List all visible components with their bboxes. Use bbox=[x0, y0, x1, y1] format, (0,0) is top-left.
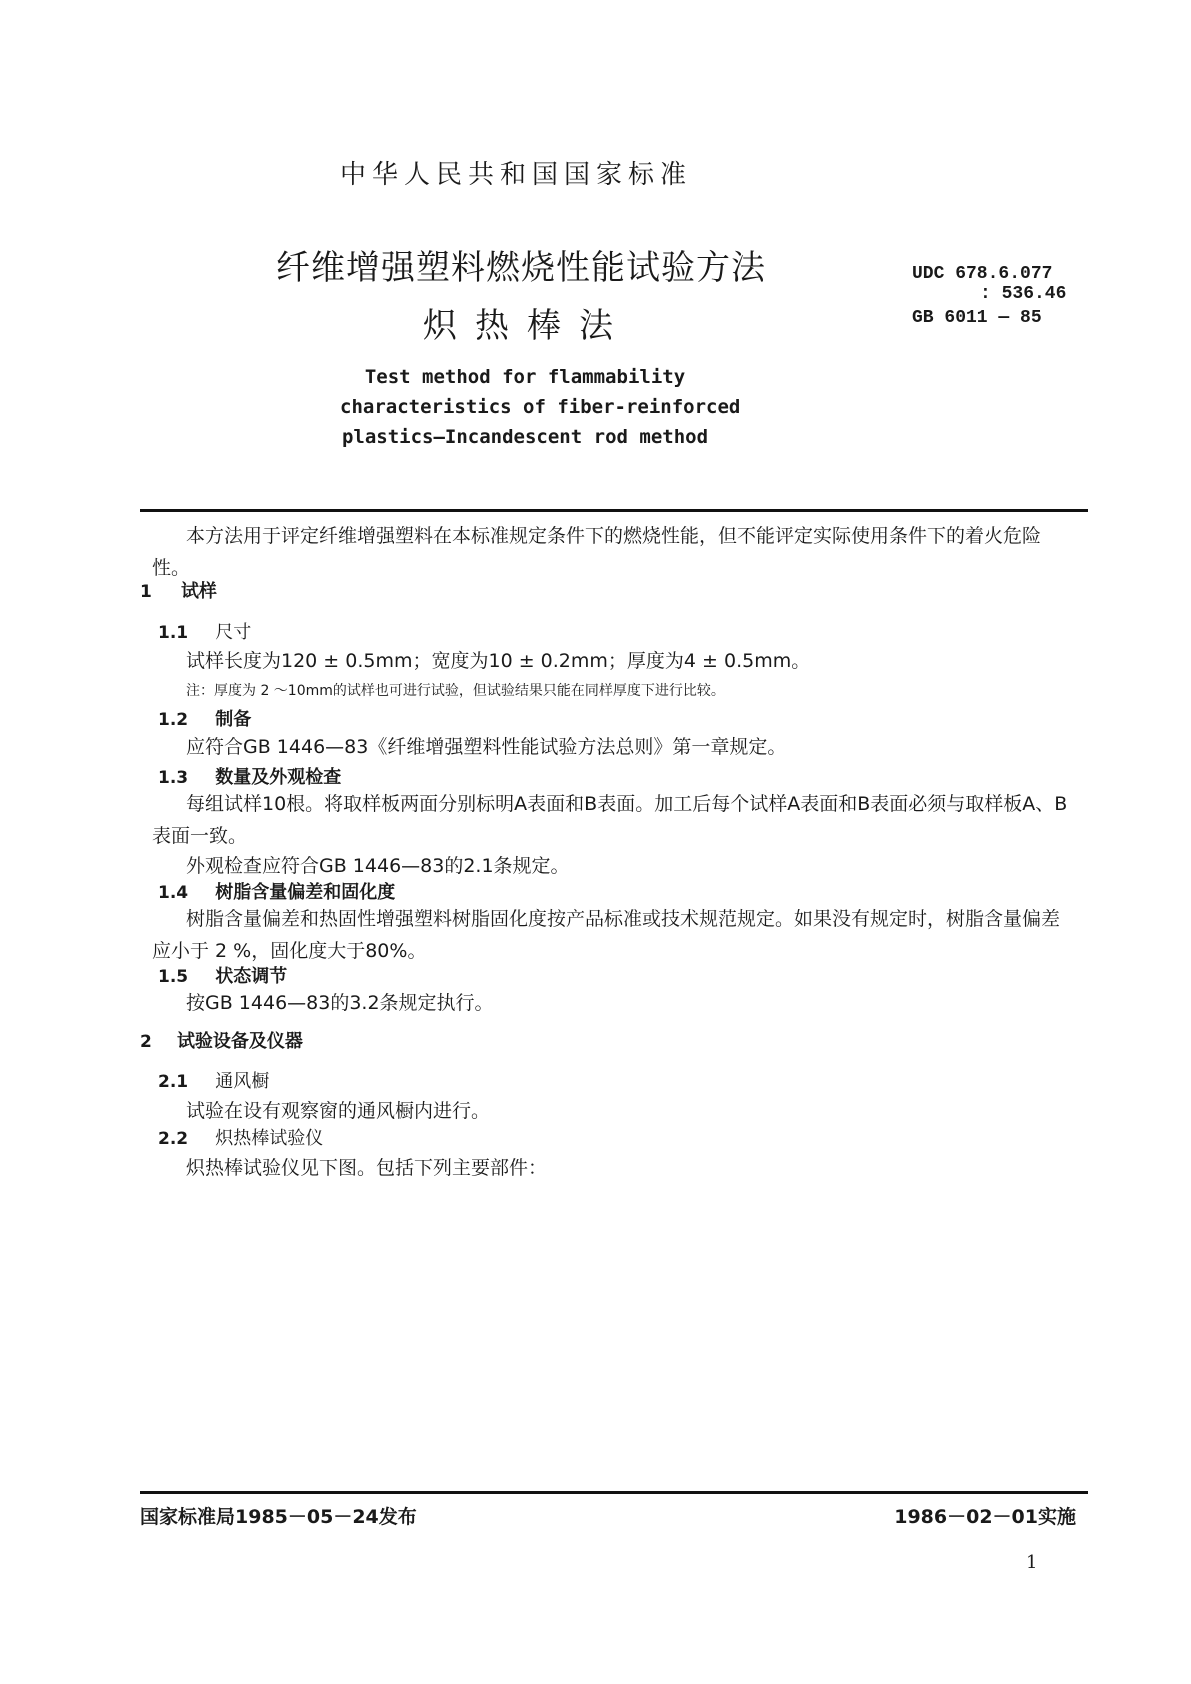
national-standard-heading: 中华人民共和国国家标准 bbox=[340, 160, 693, 190]
resin-content-text: 树脂含量偏差和热固性增强塑料树脂固化度按产品标准或技术规范规定。如果没有规定时，树脂含量偏差应小于 2 %，固化度大于80%。 bbox=[152, 908, 1061, 962]
document-title-en bbox=[340, 362, 741, 452]
intro-paragraph: 本方法用于评定纤维增强塑料在本标准规定条件下的燃烧性能，但不能评定实际使用条件下的着火危险性。 bbox=[152, 525, 1042, 579]
apparatus-text: 炽热棒试验仪见下图。包括下列主要部件： bbox=[186, 1157, 548, 1179]
subsection-number: 1.2 bbox=[158, 710, 189, 730]
subsection-number: 1.1 bbox=[158, 623, 189, 643]
subsection-number: 1.5 bbox=[158, 967, 189, 987]
subsection-title: 树脂含量偏差和固化度 bbox=[215, 882, 396, 903]
subsection-number: 2.2 bbox=[158, 1129, 189, 1149]
title-en-line: Test method for flammability bbox=[364, 366, 686, 388]
page-number: 1 bbox=[1026, 1552, 1038, 1573]
subsection-title: 数量及外观检查 bbox=[215, 767, 342, 788]
subsection-number: 1.3 bbox=[158, 768, 189, 788]
preparation-text: 应符合GB 1446—83《纤维增强塑料性能试验方法总则》第一章规定。 bbox=[186, 736, 787, 758]
subsection-heading bbox=[158, 763, 341, 789]
section-number: 1 bbox=[140, 582, 152, 602]
subsection-heading bbox=[158, 618, 251, 644]
gb-code: GB 6011 — 85 bbox=[912, 308, 1042, 328]
dimension-text: 试样长度为120 ± 0.5mm；宽度为10 ± 0.2mm；厚度为4 ± 0.5mm。 bbox=[186, 650, 811, 672]
title-en-line: characteristics of fiber-reinforced bbox=[340, 396, 741, 418]
subsection-number: 1.4 bbox=[158, 883, 189, 903]
subsection-title: 尺寸 bbox=[215, 622, 252, 643]
subsection-title: 炽热棒试验仪 bbox=[215, 1128, 324, 1149]
appearance-text: 外观检查应符合GB 1446—83的2.1条规定。 bbox=[186, 855, 570, 877]
issue-date: 国家标准局1985－05－24发布 bbox=[140, 1506, 417, 1528]
subsection-heading bbox=[158, 878, 395, 904]
document-subtitle-cn: 炽热棒法 bbox=[423, 306, 631, 346]
subsection-heading bbox=[158, 962, 287, 988]
subsection-number: 2.1 bbox=[158, 1072, 189, 1092]
title-en-line: plastics—Incandescent rod method bbox=[341, 426, 709, 448]
footer-divider bbox=[140, 1491, 1088, 1494]
note-text: 注：厚度为 2 ～10mm的试样也可进行试验，但试验结果只能在同样厚度下进行比较。 bbox=[186, 683, 725, 699]
section-heading bbox=[140, 577, 217, 603]
section-title: 试验设备及仪器 bbox=[176, 1031, 303, 1052]
implementation-date: 1986－02－01实施 bbox=[894, 1506, 1076, 1528]
subsection-title: 通风橱 bbox=[215, 1071, 270, 1092]
header-divider bbox=[140, 509, 1088, 512]
section-heading bbox=[140, 1027, 303, 1053]
udc-block bbox=[912, 264, 1066, 328]
quantity-text: 每组试样10根。将取样板两面分别标明A表面和B表面。加工后每个试样A表面和B表面必须与取样板A、B表面一致。 bbox=[152, 793, 1068, 847]
subsection-title: 状态调节 bbox=[215, 966, 288, 987]
section-number: 2 bbox=[140, 1032, 152, 1052]
udc-code: UDC 678.6.077 bbox=[912, 264, 1053, 284]
subsection-heading bbox=[158, 705, 251, 731]
subsection-title: 制备 bbox=[215, 709, 252, 730]
section-title: 试样 bbox=[180, 581, 217, 602]
conditioning-text: 按GB 1446—83的3.2条规定执行。 bbox=[186, 992, 494, 1014]
subsection-heading bbox=[158, 1124, 323, 1150]
udc-code-cont: : 536.46 bbox=[980, 284, 1067, 304]
subsection-heading bbox=[158, 1067, 269, 1093]
fume-hood-text: 试验在设有观察窗的通风橱内进行。 bbox=[186, 1100, 491, 1122]
document-title-cn: 纤维增强塑料燃烧性能试验方法 bbox=[276, 248, 766, 288]
